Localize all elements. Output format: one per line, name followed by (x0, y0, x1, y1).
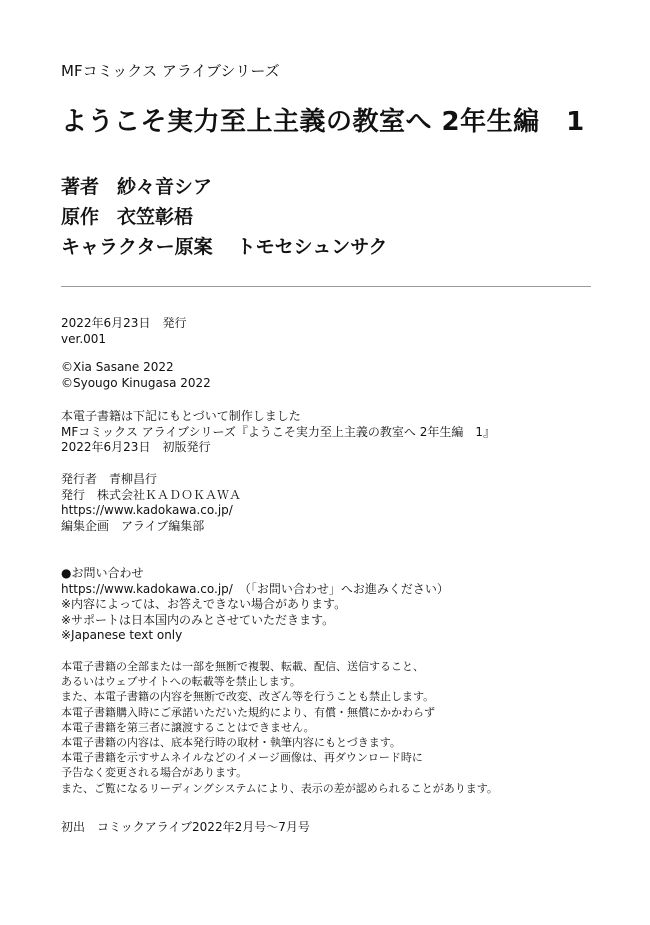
publisher-block (61, 472, 241, 534)
credits-block (61, 172, 388, 262)
publisher-url-link[interactable]: https://www.kadokawa.co.jp/ (61, 503, 233, 517)
copyright-block (61, 360, 211, 391)
inquiries-block (61, 566, 449, 644)
copyright-line: ©Xia Sasane 2022 (61, 360, 174, 374)
credit-role: キャラクター原案 (61, 236, 213, 258)
source-edition-line: 2022年6月23日 初版発行 (61, 440, 211, 454)
inquiries-heading: ●お問い合わせ (61, 566, 144, 580)
source-edition-line: MFコミックス アライブシリーズ『ようこそ実力至上主義の教室へ 2年生編 1』 (61, 424, 495, 439)
release-info (61, 316, 186, 347)
legal-notice-line: 本電子書籍を第三者に譲渡することはできません。 (61, 720, 315, 734)
divider (61, 286, 591, 287)
legal-notice-line: また、ご覧になるリーディングシステムにより、表示の差が認められることがあります。 (61, 781, 498, 795)
publisher-line: 発行者 青柳昌行 (61, 472, 158, 486)
legal-notice-line: 本電子書籍の内容は、底本発行時の取材・執筆内容にもとづきます。 (61, 736, 401, 750)
version-label: ver.001 (61, 331, 107, 346)
legal-notice-line: 本電子書籍を示すサムネイルなどのイメージ画像は、再ダウンロード時に (61, 751, 423, 765)
inquiries-note: ※Japanese text only (61, 628, 183, 642)
publisher-line: 発行 株式会社ＫＡＤＯＫＡＷＡ (61, 487, 242, 502)
legal-notice-line: 本電子書籍購入時にご承諾いただいた規約により、有償・無償にかかわらず (61, 705, 435, 719)
book-title: ようこそ実力至上主義の教室へ 2年生編 1 (61, 107, 585, 137)
series-label: MFコミックス アライブシリーズ (61, 62, 280, 80)
credit-role: 著者 (61, 176, 100, 198)
inquiries-url-link[interactable]: https://www.kadokawa.co.jp/ （「お問い合わせ」へお進みください） (61, 581, 449, 596)
legal-notice-line: また、本電子書籍の内容を無断で改変、改ざん等を行うことも禁止します。 (61, 690, 435, 704)
legal-notice-line: 本電子書籍の全部または一部を無断で複製、転載、配信、送信すること、 (61, 660, 424, 673)
release-date: 2022年6月23日 発行 (61, 316, 187, 330)
source-edition-line: 本電子書籍は下記にもとづいて制作しました (61, 409, 301, 423)
credit-author (61, 172, 388, 202)
credit-name: 紗々音シア (117, 176, 213, 198)
inquiries-note: ※サポートは日本国内のみとさせていただきます。 (61, 612, 335, 627)
legal-notice-block (61, 659, 498, 796)
credit-name: トモセシュンサク (236, 236, 388, 258)
legal-notice-line: あるいはウェブサイトへの転載等を禁止します。 (61, 675, 301, 689)
legal-notice-line: 予告なく変更される場合があります。 (61, 766, 248, 780)
credit-original-work (61, 202, 388, 232)
first-appearance: 初出 コミックアライブ2022年2月号～7月号 (61, 820, 310, 834)
inquiries-note: ※内容によっては、お答えできない場合があります。 (61, 597, 347, 611)
credit-role: 原作 (61, 206, 100, 228)
credit-character-design (61, 232, 388, 262)
publisher-line: 編集企画 アライブ編集部 (61, 518, 205, 533)
credit-name: 衣笠彰梧 (117, 206, 194, 228)
source-edition-block (61, 409, 495, 456)
copyright-line: ©Syougo Kinugasa 2022 (61, 375, 211, 390)
